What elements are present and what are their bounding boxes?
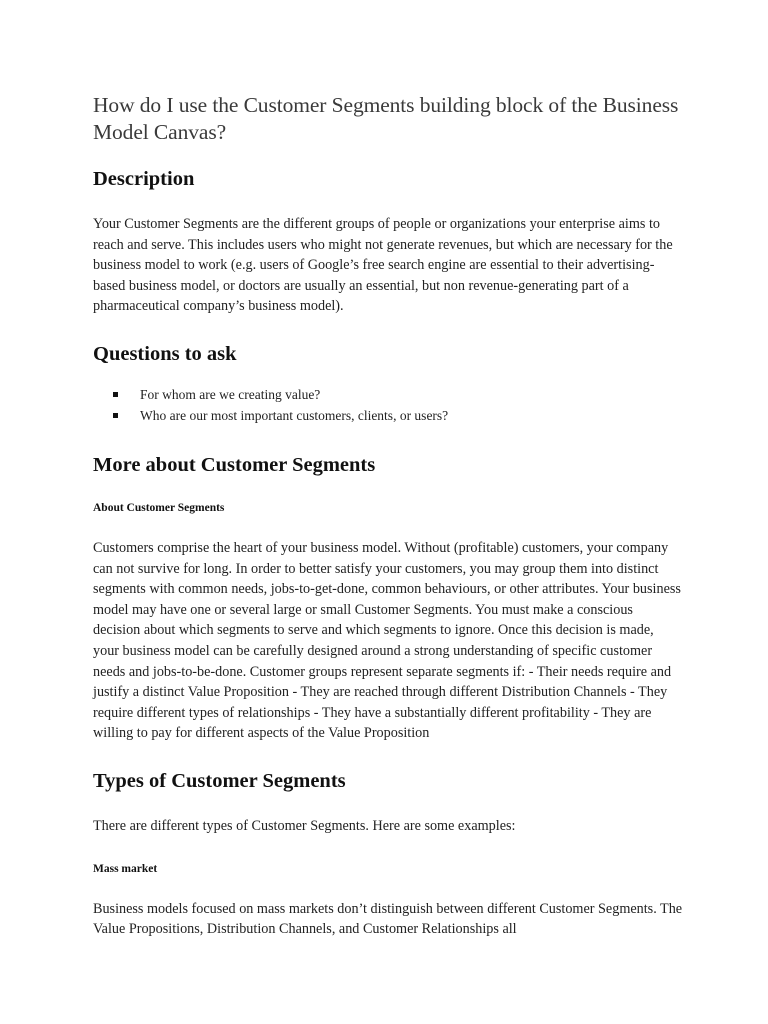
about-paragraph: Customers comprise the heart of your business model. Without (profitable) customers, your company can not survive for long. In order to better satisfy your customers, you may group them into distinct segments with common needs, jobs-to-get-done, common behaviours, or other attributes. Your business model may have one or several large or small Customer Segments. You must make a conscious decision about which segments to serve and which segments to ignore. Once this decision is made, your business model can be carefully designed around a strong understanding of specific customer needs and jobs-to-be-done. Customer groups represent separate segments if: - Their needs require and justify a distinct Value Proposition - They are reached through different Distribution Channels - They require different types of relationships - They have a substantially different profitability - They are willing to pay for different aspects of the Value Proposition [93,539,681,742]
square-bullet-icon [113,413,118,418]
description-paragraph: Your Customer Segments are the different groups of people or organizations your enterprise aims to reach and serve. This includes users who might not generate revenues, but which are necessary for the business model to work (e.g. users of Google’s free search engine are essential to their advertising-based business model, or doctors are usually an essential, but non revenue-generating part of a pharmaceutical company’s business model). [93,216,673,315]
list-item [93,384,683,405]
mass-market-paragraph: Business models focused on mass markets don’t distinguish between different Customer Segments. The Value Propositions, Distribution Channels, and Customer Relationships all [93,900,683,938]
document-page [93,92,683,964]
types-heading: Types of Customer Segments [93,769,346,792]
list-item [93,405,683,426]
mass-market-subheading: Mass market [93,862,158,875]
questions-list [93,384,683,426]
square-bullet-icon [113,392,118,397]
question-text: Who are our most important customers, clients, or users? [140,407,449,423]
more-about-heading: More about Customer Segments [93,453,376,476]
description-heading: Description [93,168,195,190]
types-intro-paragraph: There are different types of Customer Segments. Here are some examples: [93,817,516,834]
question-text: For whom are we creating value? [140,386,321,402]
questions-heading: Questions to ask [93,342,237,365]
about-subheading: About Customer Segments [93,501,225,514]
document-title: How do I use the Customer Segments building block of the Business Model Canvas? [93,93,679,144]
